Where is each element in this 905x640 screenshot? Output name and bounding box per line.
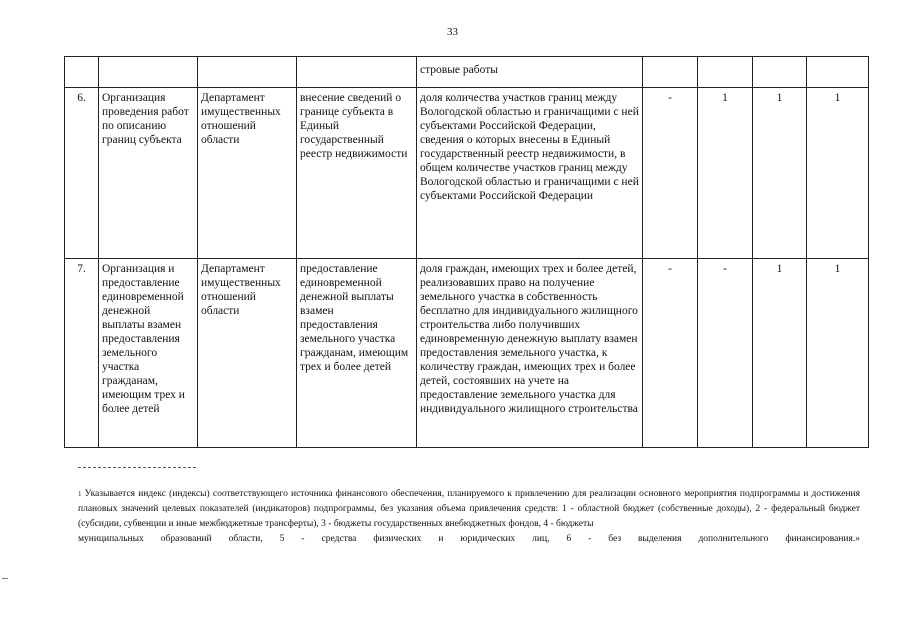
executor-cell: Департамент имущественных отношений области <box>198 88 297 259</box>
footnote <box>78 487 860 547</box>
value-cell-1: - <box>643 88 698 259</box>
table-row <box>65 88 869 259</box>
footnote-divider <box>78 467 196 468</box>
result-cell: предоставление единовременной денежной выплаты взамен предоставления земельного участка гражданам, имеющим трех и более детей <box>297 259 417 448</box>
plan-table <box>64 56 869 448</box>
result-cell: внесение сведений о границе субъекта в Единый государственный реестр недвижимости <box>297 88 417 259</box>
executor-cell: Департамент имущественных отношений области <box>198 259 297 448</box>
value-cell-4: 1 <box>807 259 869 448</box>
event-cell: Организация проведения работ по описанию границ субъекта <box>99 88 198 259</box>
margin-mark <box>2 578 8 579</box>
footnote-last-line: муниципальных образований области, 5 - средства физических и юридических лиц, 6 - без выделения дополнительного финансирования.» <box>78 534 860 544</box>
indicator-cell: стровые работы <box>417 57 643 88</box>
value-cell-4 <box>807 57 869 88</box>
value-cell-1 <box>643 57 698 88</box>
event-cell: Организация и предоставление единовременной денежной выплаты взамен предоставления земельного участка гражданам, имеющим трех и более детей <box>99 259 198 448</box>
executor-cell <box>198 57 297 88</box>
footnote-marker: 1 <box>78 490 82 498</box>
footnote-text: Указывается индекс (индексы) соответствующего источника финансового обеспечения, планируемого к привлечению для реализации основного мероприятия подпрограммы и достижения плановых значений целевых показателей (индикаторов) подпрограммы, без указания объема привлечения средств: 1 - областной бюджет (собственные доходы), 2 - федеральный бюджет (субсидии, субвенции и иные межбюджетные трансферты), 3 - бюджеты государственных внебюджетных фондов, 4 - бюджеты <box>78 489 861 529</box>
table-row <box>65 57 869 88</box>
value-cell-2 <box>698 57 753 88</box>
value-cell-3: 1 <box>753 259 807 448</box>
table-row <box>65 259 869 448</box>
indicator-cell: доля граждан, имеющих трех и более детей, реализовавших право на получение земельного участка в собственность бесплатно для индивидуального жилищного строительства либо получивших единовременную денежную выплату взамен предоставления земельного участка, к количеству граждан, имеющих трех и более детей, состоявших на учете на предоставление земельного участка для индивидуального жилищного строительства <box>417 259 643 448</box>
result-cell <box>297 57 417 88</box>
value-cell-3: 1 <box>753 88 807 259</box>
value-cell-3 <box>753 57 807 88</box>
value-cell-1: - <box>643 259 698 448</box>
value-cell-4: 1 <box>807 88 869 259</box>
row-number-cell: 7. <box>65 259 99 448</box>
row-number-cell <box>65 57 99 88</box>
value-cell-2: 1 <box>698 88 753 259</box>
value-cell-2: - <box>698 259 753 448</box>
page-number: 33 <box>447 26 458 38</box>
row-number-cell: 6. <box>65 88 99 259</box>
indicator-cell: доля количества участков границ между Вологодской областью и граничащими с ней субъектами Российской Федерации, сведения о которых внесены в Единый государственный реестр недвижимости, в общем количестве участков границ между Вологодской областью и граничащими с ней субъектами Российской Федерации <box>417 88 643 259</box>
event-cell <box>99 57 198 88</box>
